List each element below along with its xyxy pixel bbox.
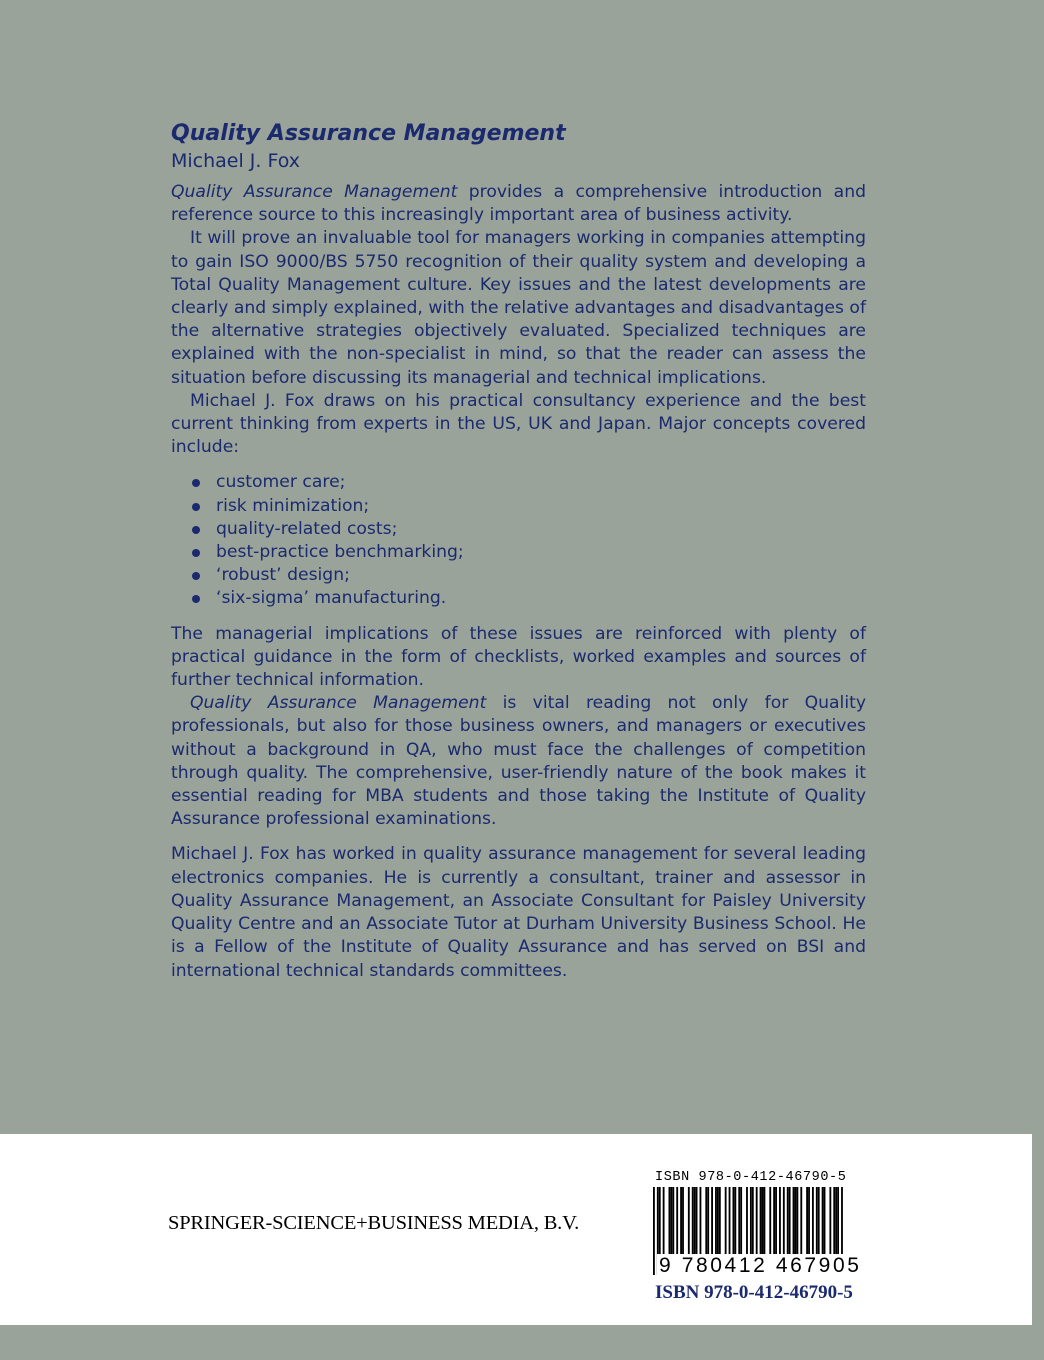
paragraph-4: The managerial implications of these issues are reinforced with plenty of practical guidance in the form of checklists, worked examples and sources of further technical information. <box>171 623 866 691</box>
list-item: customer care; <box>192 471 866 494</box>
isbn-top-label: ISBN 978-0-412-46790-5 <box>655 1170 847 1185</box>
bullet-icon <box>192 595 200 603</box>
intro-title-italic: Quality Assurance Management <box>171 182 458 202</box>
back-cover-text <box>171 120 866 983</box>
barcode-digits: 9 780412 467905 <box>659 1254 862 1277</box>
book-title: Quality Assurance Management <box>171 121 566 146</box>
bullet-icon <box>192 549 200 557</box>
bullet-icon <box>192 572 200 580</box>
intro-text: provides a comprehensive introduction and reference source to this increasingly important area of business activity. <box>171 182 866 226</box>
paragraph-5-title-italic: Quality Assurance Management <box>190 693 487 714</box>
publisher-name: SPRINGER-SCIENCE+BUSINESS MEDIA, B.V. <box>168 1212 579 1234</box>
list-item: risk minimization; <box>192 495 866 518</box>
bullet-icon <box>192 526 200 534</box>
concepts-list <box>192 471 866 610</box>
author-bio: Michael J. Fox has worked in quality assurance management for several leading electronics companies. He is currently a consultant, trainer and assessor in Quality Assurance Management, an Associate Consultant for Paisley University Quality Centre and an Associate Tutor at Durham University Business School. He is a Fellow of the Institute of Quality Assurance and has served on BSI and international technical standards committees. <box>171 844 866 981</box>
paragraph-5 <box>171 692 866 831</box>
list-item: best-practice benchmarking; <box>192 541 866 564</box>
paragraph-5-text: is vital reading not only for Quality professionals, but also for those business owners, and managers or executives without a background in QA, who must face the challenges of competition through quality. The comprehensive, user-friendly nature of the book makes it essential reading for MBA students and those taking the Institute of Quality Assurance professional examinations. <box>171 693 867 830</box>
book-author: Michael J. Fox <box>171 150 301 172</box>
list-item: ‘six-sigma’ manufacturing. <box>192 587 866 610</box>
barcode-bar <box>653 1187 655 1275</box>
intro-paragraph <box>171 181 866 227</box>
spacer <box>171 831 866 843</box>
list-item: ‘robust’ design; <box>192 564 866 587</box>
list-item: quality-related costs; <box>192 518 866 541</box>
paragraph-3: Michael J. Fox draws on his practical consultancy experience and the best current thinking from experts in the US, UK and Japan. Major concepts covered include: <box>171 390 866 458</box>
paragraph-2: It will prove an invaluable tool for managers working in companies attempting to gain ISO 9000/BS 5750 recognition of their quality system and developing a Total Quality Management culture. Key issues and the latest developments are clearly and simply explained, with the relative advantages and disadvantages of the alternative strategies objectively evaluated. Specialized techniques are explained with the non-specialist in mind, so that the reader can assess the situation before discussing its managerial and technical implications. <box>171 228 866 388</box>
bullet-icon <box>192 503 200 511</box>
isbn-bottom-label: ISBN 978-0-412-46790-5 <box>655 1282 853 1303</box>
bullet-icon <box>192 479 200 487</box>
